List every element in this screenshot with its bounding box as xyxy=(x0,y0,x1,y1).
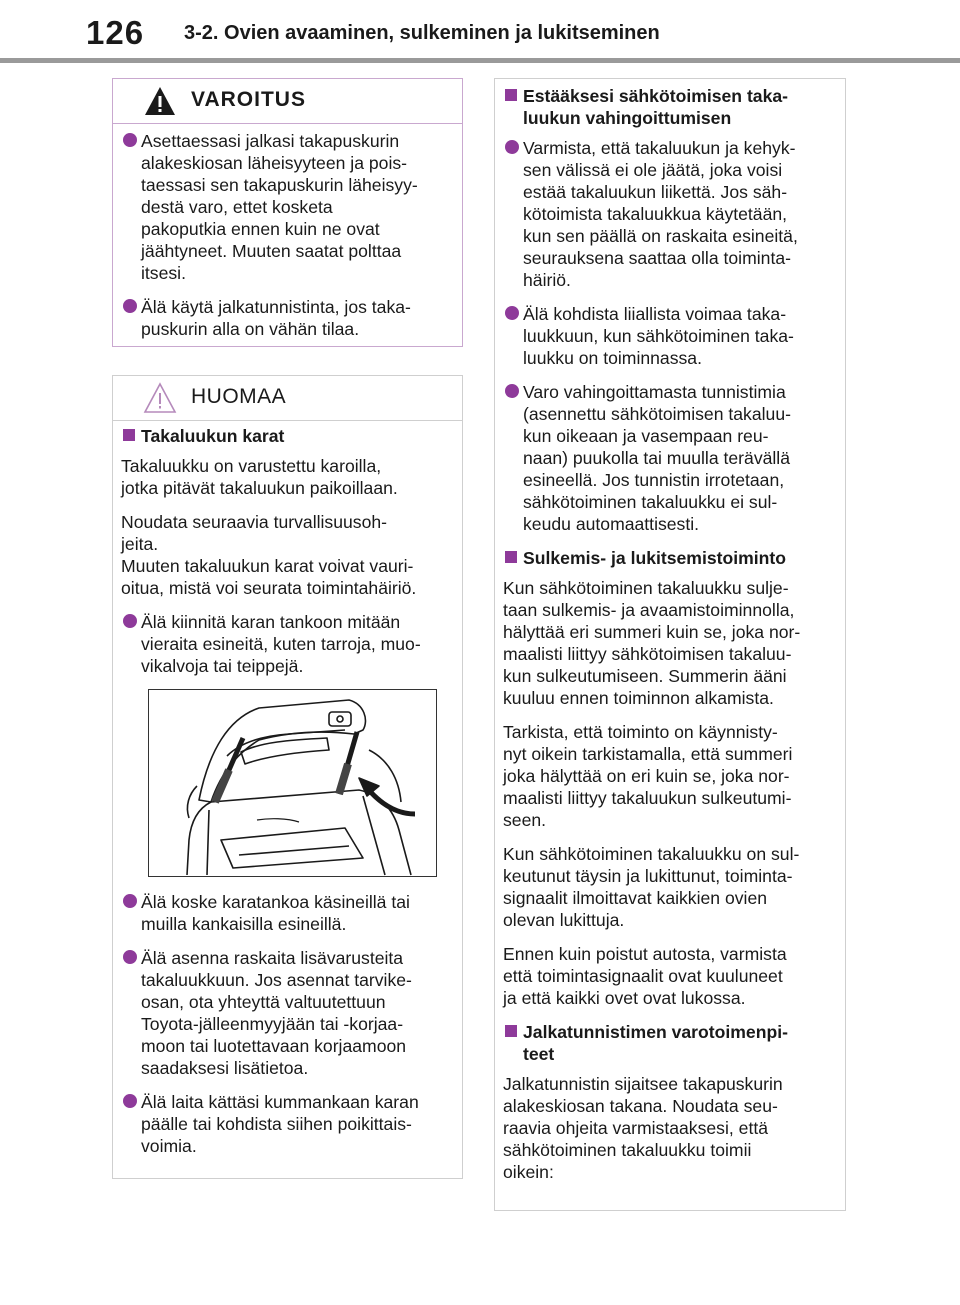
bullet-dot-icon xyxy=(505,384,519,398)
bullet-dot-icon xyxy=(505,306,519,320)
bullet-dot-icon xyxy=(505,140,519,154)
section-heading: Estääksesi sähkötoimisen taka- luukun vahingoittumisen xyxy=(503,85,833,129)
list-item: Asettaessasi jalkasi takapuskurin alakeskiosan läheisyyteen ja pois- taessasi sen takapuskurin läheisyy- destä varo, ettet kosketa pakoputkia ennen kuin ne ovat jäähtyneet. Muuten saatat polttaa itsesi. xyxy=(121,130,450,284)
list-item: Älä kiinnitä karan tankoon mitään vieraita esineitä, kuten tarroja, muo- vikalvoja tai teippejä. xyxy=(121,611,450,677)
bullet-dot-icon xyxy=(123,299,137,313)
square-bullet-icon xyxy=(505,1025,517,1037)
square-bullet-icon xyxy=(505,89,517,101)
warning-title: VAROITUS xyxy=(191,88,306,111)
tailgate-strut-illustration xyxy=(148,689,437,877)
bullet-dot-icon xyxy=(123,133,137,147)
list-item: Älä laita kättäsi kummankaan karan päälle tai kohdista siihen poikittais- voimia. xyxy=(121,1091,450,1157)
paragraph: Noudata seuraavia turvallisuusoh- jeita. Muuten takaluukun karat voivat vauri- oitua, mistä voi seurata toimintahäiriö. xyxy=(121,512,417,598)
page-number: 126 xyxy=(86,14,145,51)
header-divider xyxy=(0,58,960,63)
paragraph: Jalkatunnistin sijaitsee takapuskurin alakeskiosan takana. Noudata seu- raavia ohjeita varmistaaksesi, että sähkötoiminen takaluukku toimii oikein: xyxy=(503,1074,783,1182)
warning-triangle-icon xyxy=(143,85,177,117)
warning-box xyxy=(112,78,463,347)
bullet-dot-icon xyxy=(123,894,137,908)
paragraph: Takaluukku on varustettu karoilla, jotka pitävät takaluukun paikoillaan. xyxy=(121,456,398,498)
list-item: Älä kohdista liiallista voimaa taka- luukkuun, kun sähkötoiminen taka- luukku on toiminnassa. xyxy=(503,303,833,369)
right-column-box xyxy=(494,78,846,1211)
list-item: Varmista, että takaluukun ja kehyk- sen välissä ei ole jäätä, joka voisi estää takaluukun liikettä. Jos säh- kötoimista takaluukkua käytetään, kun sen päällä on raskaita esineitä, seurauksena saattaa olla toiminta- häiriö. xyxy=(503,137,833,291)
notice-box xyxy=(112,375,463,1179)
list-item: Älä asenna raskaita lisävarusteita takaluukkuun. Jos asennat tarvike- osan, ota yhteyttä valtuutettuun Toyota-jälleenmyyjään tai -korjaa- moon tai luotettavaan korjaamoon saadaksesi lisätietoa. xyxy=(121,947,450,1079)
warning-box-header xyxy=(113,79,462,124)
section-heading: Takaluukun karat xyxy=(121,425,450,447)
paragraph: Tarkista, että toiminto on käynnisty- nyt oikein tarkistamalla, että summeri joka hälyttää on eri kuin se, joka nor- maalisti liittyy takaluukun sulkeutumi- seen. xyxy=(503,722,793,830)
square-bullet-icon xyxy=(123,429,135,441)
square-bullet-icon xyxy=(505,551,517,563)
bullet-dot-icon xyxy=(123,1094,137,1108)
notice-triangle-icon xyxy=(143,382,177,414)
page-header xyxy=(0,0,960,64)
bullet-dot-icon xyxy=(123,950,137,964)
paragraph: Kun sähkötoiminen takaluukku sulje- taan sulkemis- ja avaamistoiminnolla, hälyttää eri summeri kuin se, joka nor- maalisti liittyy sähkötoimisen takaluu- kun sulkeutumiseen. Summerin ääni kuuluu ennen toiminnon alkamista. xyxy=(503,578,801,708)
list-item: Varo vahingoittamasta tunnistimia (asennettu sähkötoimisen takaluu- kun oikeaan ja vasempaan reu- naan) puukolla tai muulla terävällä esineellä. Jos tunnistin irrotetaan, sähkötoiminen takaluukku ei sul- keudu automaattisesti. xyxy=(503,381,833,535)
notice-box-header xyxy=(113,376,462,421)
section-heading: Jalkatunnistimen varotoimenpi- teet xyxy=(503,1021,833,1065)
list-item: Älä koske karatankoa käsineillä tai muilla kankaisilla esineillä. xyxy=(121,891,450,935)
list-item: Älä käytä jalkatunnistinta, jos taka- puskurin alla on vähän tilaa. xyxy=(121,296,450,340)
paragraph: Kun sähkötoiminen takaluukku on sul- keutunut täysin ja lukittunut, toiminta- signaalit ilmoittavat kaikkien ovien olevan lukittuja. xyxy=(503,844,800,930)
chapter-title: 3-2. Ovien avaaminen, sulkeminen ja lukitseminen xyxy=(184,22,660,44)
notice-title: HUOMAA xyxy=(191,385,287,408)
bullet-dot-icon xyxy=(123,614,137,628)
section-heading: Sulkemis- ja lukitsemistoiminto xyxy=(503,547,833,569)
paragraph: Ennen kuin poistut autosta, varmista että toimintasignaalit ovat kuuluneet ja että kaikki ovet ovat lukossa. xyxy=(503,944,787,1008)
